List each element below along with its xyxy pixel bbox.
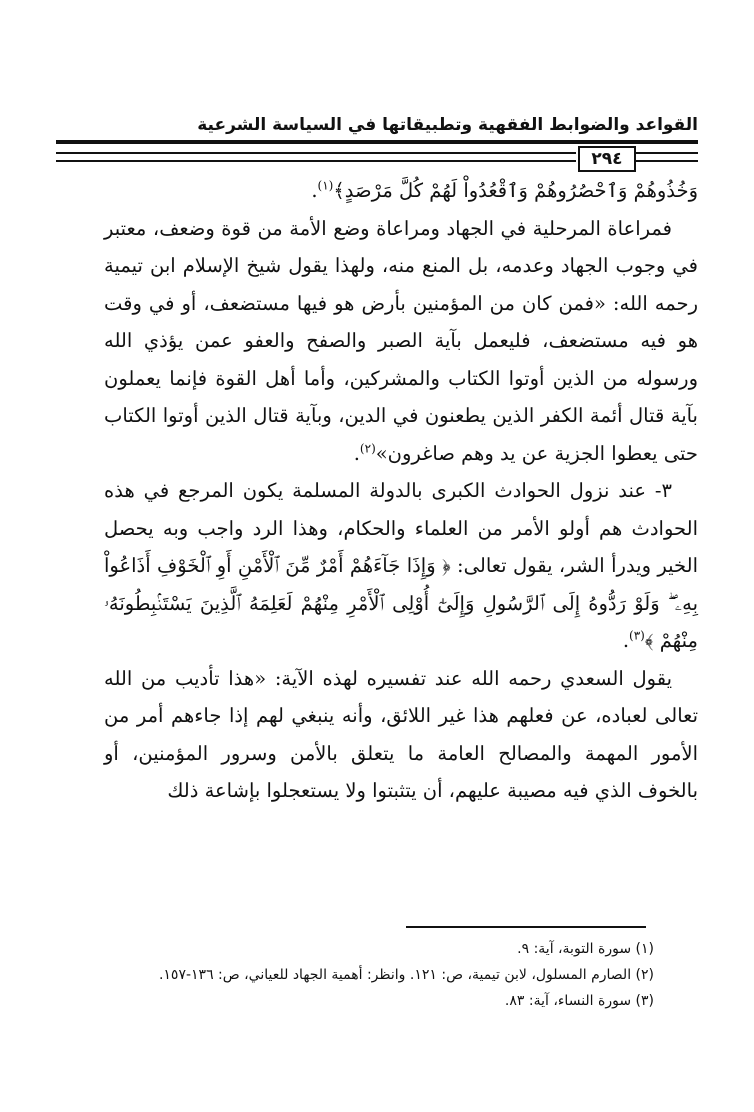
header-rule-right-lower	[636, 160, 698, 162]
main-text	[104, 172, 698, 810]
header-rule-left-lower	[56, 160, 576, 162]
verse-top-text: وَخُذُوهُمْ وَٱحْصُرُوهُمْ وَٱقْعُدُواْ لَهُمْ كُلَّ مَرْصَدٍ﴾	[333, 179, 698, 202]
paragraph-3-text: يقول السعدي رحمه الله عند تفسيره لهذه الآية: «هذا تأديب من الله تعالى لعباده، عن فعلهم هذا غير اللائق، وأنه ينبغي لهم إذا جاءهم أمر من الأمور المهمة والمصالح العامة ما يتعلق بالأمن وسرور المؤمنين، أو بالخوف الذي فيه مصيبة عليهم، أن يتثبتوا ولا يستعجلوا بإشاعة ذلك	[104, 666, 698, 802]
paragraph-1-text: فمراعاة المرحلية في الجهاد ومراعاة وضع الأمة من قوة وضعف، معتبر في وجوب الجهاد وعدمه، بل المنع منه، ولهذا يقول شيخ الإسلام ابن تيمية رحمه الله: «فمن كان من المؤمنين بأرض هو فيها مستضعف، أو في وقت هو فيه مستضعف، فليعمل بآية الصبر والصفح والعفو عمن يؤذي الله ورسوله من الذين أوتوا الكتاب والمشركين، وأما أهل القوة فإنما يعملون بآية قتال أئمة الكفر الذين يطعنون في الدين، وبآية قتال الذين أوتوا الكتاب حتى يعطوا الجزية عن يد وهم صاغرون»	[104, 216, 698, 465]
footnote-ref-1: (١)	[317, 178, 334, 193]
footnote-3: (٣) سورة النساء، آية: ٨٣.	[504, 993, 654, 1009]
paragraph-2-verse: ﴿ وَإِذَا جَآءَهُمْ أَمْرٌ مِّنَ ٱلْأَمْنِ أَوِ ٱلْخَوْفِ أَذَاعُواْ بِهِۦ ۖ وَلَوْ رَدُّوهُ إِلَى ٱلرَّسُولِ وَإِلَىٰٓ أُوْلِى ٱلْأَمْرِ مِنْهُمْ لَعَلِمَهُ ٱلَّذِينَ يَسْتَنۢبِطُونَهُۥ مِنْهُمْ ﴾	[104, 554, 698, 652]
paragraph-1: فمراعاة المرحلية في الجهاد ومراعاة وضع الأمة من قوة وضعف، معتبر في وجوب الجهاد وعدمه، بل المنع منه، ولهذا يقول شيخ الإسلام ابن تيمية رحمه الله: «فمن كان من المؤمنين بأرض هو فيها مستضعف، أو في وقت هو فيه مستضعف، فليعمل بآية الصبر والصفح والعفو عمن يؤذي الله ورسوله من الذين أوتوا الكتاب والمشركين، وأما أهل القوة فإنما يعملون بآية قتال أئمة الكفر الذين يطعنون في الدين، وبآية قتال الذين أوتوا الكتاب حتى يعطوا الجزية عن يد وهم صاغرون»$^{(٢)}$.	[104, 216, 698, 465]
verse-top: وَخُذُوهُمْ وَٱحْصُرُوهُمْ وَٱقْعُدُواْ لَهُمْ كُلَّ مَرْصَدٍ﴾$^{(١)}$.	[311, 178, 698, 202]
footnote-2: (٢) الصارم المسلول، لابن تيمية، ص: ١٢١. وانظر: أهمية الجهاد للعياني، ص: ١٣٦-١٥٧.	[158, 967, 654, 983]
footnote-separator	[406, 926, 646, 928]
header-rule-top	[56, 140, 698, 144]
paragraph-2-intro: ٣- عند نزول الحوادث الكبرى بالدولة المسلمة يكون المرجع في هذه الحوادث هم أولو الأمر من العلماء والحكام، وهذا الرد واجب وبه يحصل الخير ويدرأ الشر، يقول تعالى:	[104, 479, 698, 577]
footnotes	[94, 936, 654, 1014]
paragraph-3	[104, 660, 698, 810]
running-header-title: القواعد والضوابط الفقهية وتطبيقاتها في السياسة الشرعية	[197, 115, 698, 135]
footnote-ref-3: (٣)	[629, 628, 645, 643]
header-rule-right-upper	[636, 152, 698, 154]
footnote-1: (١) سورة التوبة، آية: ٩.	[517, 941, 654, 957]
header-rule-left-upper	[56, 152, 576, 154]
page-number: ٢٩٤	[578, 146, 636, 172]
footnote-ref-2: (٢)	[359, 441, 376, 455]
paragraph-2: ٣- عند نزول الحوادث الكبرى بالدولة المسلمة يكون المرجع في هذه الحوادث هم أولو الأمر من العلماء والحكام، وهذا الرد واجب وبه يحصل الخير ويدرأ الشر، يقول تعالى: ﴿ وَإِذَا جَآءَهُمْ أَمْرٌ مِّنَ ٱلْأَمْنِ أَوِ ٱلْخَوْفِ أَذَاعُواْ بِهِۦ ۖ وَلَوْ رَدُّوهُ إِلَى ٱلرَّسُولِ وَإِلَىٰٓ أُوْلِى ٱلْأَمْرِ مِنْهُمْ لَعَلِمَهُ ٱلَّذِينَ يَسْتَنۢبِطُونَهُۥ مِنْهُمْ ﴾$^{(٣)}$.	[104, 479, 698, 652]
